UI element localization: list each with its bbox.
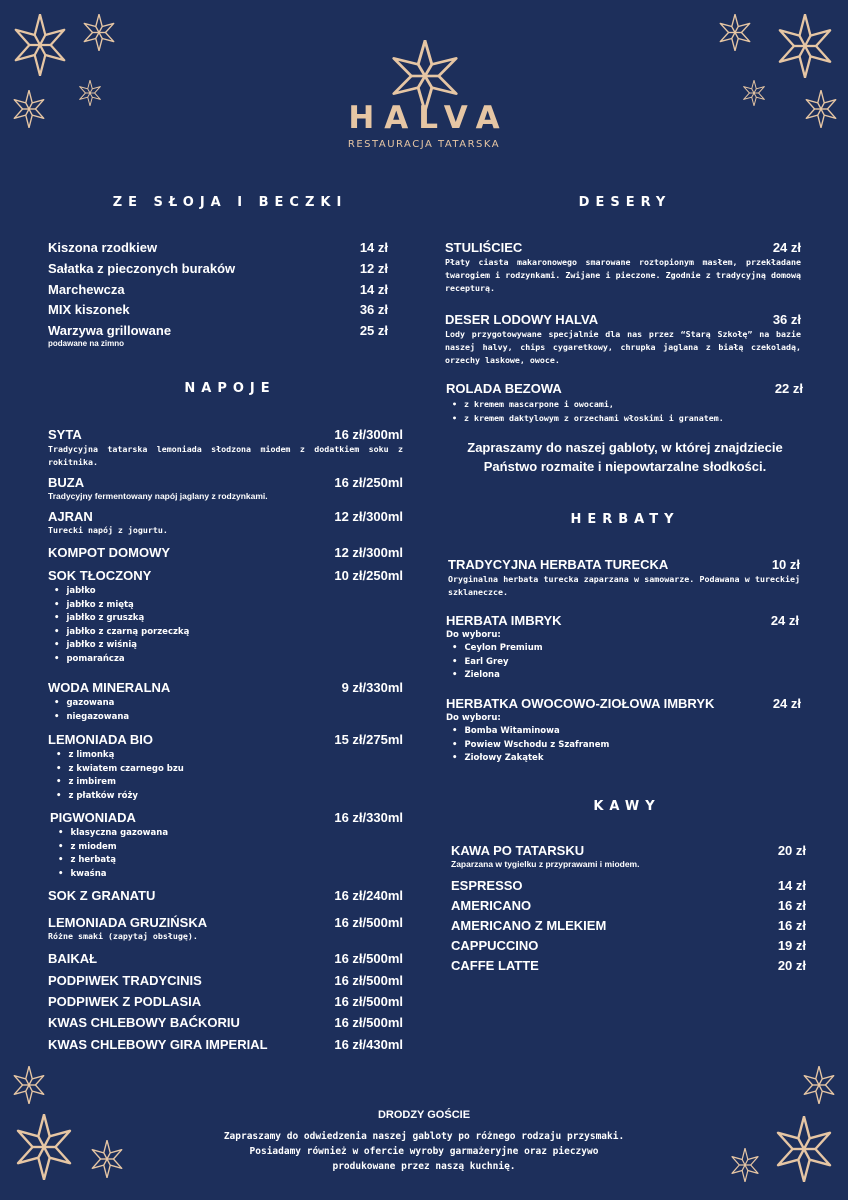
footer-line: produkowane przez naszą kuchnię. <box>332 1161 516 1172</box>
item-price: 36 zł <box>359 302 388 317</box>
item-price: 16 zł/500ml <box>334 994 403 1009</box>
item-price: 14 zł <box>777 878 806 893</box>
footer-title: DRODZY GOŚCIE <box>377 1109 471 1121</box>
star-icon <box>804 90 838 128</box>
item-name: PODPIWEK Z PODLASIA <box>48 994 202 1009</box>
item-price: 16 zł/240ml <box>334 888 403 903</box>
item-price: 36 zł <box>772 312 801 327</box>
menu-item <box>48 994 403 1009</box>
option-item: • z miodem <box>58 841 403 855</box>
item-price: 12 zł/300ml <box>334 545 403 560</box>
item-price: 24 zł <box>772 240 801 255</box>
item-name: HERBATA IMBRYK <box>446 613 562 628</box>
promo-line: Zapraszamy do naszej gabloty, w której znajdziecie <box>467 440 783 455</box>
brand-subtitle: RESTAURACJA TATARSKA <box>347 139 501 150</box>
option-item: • jabłko z czarną porzeczką <box>54 626 403 640</box>
option-item: • z herbatą <box>58 854 403 868</box>
menu-item <box>48 732 403 803</box>
option-list <box>48 585 403 667</box>
item-name: STULIŚCIEC <box>445 240 523 255</box>
menu-item <box>451 843 806 869</box>
item-name: CAFFE LATTE <box>451 958 539 973</box>
menu-item <box>448 557 800 599</box>
item-name: SOK TŁOCZONY <box>48 568 152 583</box>
item-name: KAWA PO TATARSKU <box>451 843 585 858</box>
item-name: SYTA <box>48 427 82 442</box>
star-icon <box>12 14 68 76</box>
menu-item <box>48 680 403 724</box>
menu-item <box>451 918 806 933</box>
item-price: 24 zł <box>772 696 801 711</box>
option-item: • z limonką <box>56 749 403 763</box>
item-price: 16 zł/500ml <box>334 973 403 988</box>
section-title-napoje: NAPOJE <box>184 381 276 396</box>
option-item: • pomarańcza <box>54 653 403 667</box>
option-item: • Bomba Witaminowa <box>452 725 801 739</box>
item-price: 16 zł/300ml <box>334 427 403 442</box>
item-name: TRADYCYJNA HERBATA TURECKA <box>448 557 669 572</box>
item-price: 10 zł/250ml <box>334 568 403 583</box>
option-item: • Powiew Wschodu z Szafranem <box>452 739 801 753</box>
item-name: HERBATKA OWOCOWO-ZIOŁOWA IMBRYK <box>446 696 715 711</box>
menu-item <box>48 509 403 535</box>
options-label: Do wyboru: <box>446 630 501 640</box>
item-price: 16 zł/500ml <box>334 1015 403 1030</box>
option-item: • jabłko z gruszką <box>54 612 403 626</box>
star-icon <box>774 1116 834 1182</box>
item-name: KWAS CHLEBOWY BAĆKORIU <box>48 1015 240 1030</box>
item-price: 15 zł/275ml <box>334 732 403 747</box>
star-icon <box>730 1148 760 1182</box>
footer-line: Zapraszamy do odwiedzenia naszej gabloty po różnego rodzaju przysmaki. <box>223 1131 625 1142</box>
item-price: 20 zł <box>777 843 806 858</box>
option-item: • z imbirem <box>56 776 403 790</box>
item-name: PODPIWEK TRADYCINIS <box>48 973 202 988</box>
item-price: 9 zł/330ml <box>341 680 403 695</box>
item-name: SOK Z GRANATU <box>48 888 156 903</box>
option-item: • jabłko z wiśnią <box>54 639 403 653</box>
star-icon <box>12 1066 46 1104</box>
menu-item <box>48 888 403 903</box>
item-price: 14 zł <box>359 240 388 255</box>
item-name: Marchewcza <box>48 282 125 297</box>
menu-item <box>446 696 801 766</box>
section-title-sloja: ZE SŁOJA I BECZKI <box>112 195 348 210</box>
menu-item <box>48 973 403 988</box>
menu-item <box>451 958 806 973</box>
item-description: Płaty ciasta makaronowego smarowane roztopionym masłem, przekładane twarogiem i rodzynkami. Zwijane i pieczone. Zgodnie z tradycyjną domową recepturą. <box>445 257 801 293</box>
menu-item <box>48 915 403 941</box>
item-name: DESER LODOWY HALVA <box>445 312 599 327</box>
menu-item <box>451 898 806 913</box>
item-name: Sałatka z pieczonych buraków <box>48 261 236 276</box>
menu-item <box>451 938 806 953</box>
item-name: AMERICANO Z MLEKIEM <box>451 918 607 933</box>
item-description: Oryginalna herbata turecka zaparzana w samowarze. Podawana w tureckiej szklaneczce. <box>448 574 800 597</box>
item-description: Tradycyjna tatarska lemoniada słodzona miodem z dodatkiem soku z rokitnika. <box>48 444 403 467</box>
item-description: Tradycyjny fermentowany napój jaglany z rodzynkami. <box>48 491 268 501</box>
item-name: KWAS CHLEBOWY GIRA IMPERIAL <box>48 1037 268 1052</box>
star-icon <box>90 1140 124 1178</box>
menu-item <box>48 261 388 276</box>
section-title-herbaty: HERBATY <box>570 512 680 527</box>
item-name: PIGWONIADA <box>50 810 136 825</box>
item-description: Różne smaki (zapytaj obsługę). <box>48 931 198 941</box>
item-name: WODA MINERALNA <box>48 680 171 695</box>
item-name: Kiszona rzodkiew <box>48 240 158 255</box>
menu-item <box>48 1037 403 1052</box>
menu-item <box>48 475 403 501</box>
menu-item <box>48 568 403 667</box>
item-name: KOMPOT DOMOWY <box>48 545 171 560</box>
item-price: 14 zł <box>359 282 388 297</box>
option-list <box>446 642 801 683</box>
menu-item <box>445 312 801 367</box>
menu-item <box>48 282 388 297</box>
brand-name: HALVA <box>348 100 510 136</box>
menu-item <box>48 427 403 469</box>
item-name: CAPPUCCINO <box>451 938 539 953</box>
item-price: 16 zł/500ml <box>334 951 403 966</box>
menu-item <box>446 613 801 683</box>
desery-promo <box>440 438 810 476</box>
item-name: ROLADA BEZOWA <box>446 381 562 396</box>
item-name: MIX kiszonek <box>48 302 130 317</box>
option-item: • Ziołowy Zakątek <box>452 752 801 766</box>
promo-line: Państwo rozmaite i niepowtarzalne słodkości. <box>483 459 767 474</box>
menu-item <box>48 545 403 560</box>
option-item: • Ceylon Premium <box>452 642 801 656</box>
item-price: 12 zł/300ml <box>334 509 403 524</box>
item-name: ESPRESSO <box>451 878 523 893</box>
item-price: 24 zł <box>770 613 799 628</box>
menu-item <box>48 240 388 255</box>
item-description: Turecki napój z jogurtu. <box>48 525 168 535</box>
star-icon <box>12 90 46 128</box>
star-icon <box>718 14 752 51</box>
menu-item <box>445 240 801 295</box>
option-list <box>50 827 403 881</box>
option-item: • z kremem mascarpone i owocami, <box>452 398 803 412</box>
option-item: • gazowana <box>54 697 403 711</box>
item-price: 22 zł <box>774 381 803 396</box>
item-note: podawane na zimno <box>48 339 125 348</box>
menu-item <box>446 381 803 425</box>
option-list <box>48 749 403 803</box>
star-icon <box>776 14 834 78</box>
section-title-desery: DESERY <box>578 195 672 210</box>
item-name: AJRAN <box>48 509 93 524</box>
star-icon <box>802 1066 836 1104</box>
star-icon <box>14 1114 74 1180</box>
star-icon <box>78 80 102 106</box>
option-item: • z płatków róży <box>56 790 403 804</box>
item-price: 16 zł <box>777 918 806 933</box>
menu-item <box>48 1015 403 1030</box>
menu-item <box>48 951 403 966</box>
item-price: 10 zł <box>771 557 800 572</box>
option-item: • z kremem daktylowym z orzechami włoskimi i granatem. <box>452 412 803 426</box>
item-note: Zaparzana w tygielku z przyprawami i miodem. <box>451 859 640 869</box>
item-price: 16 zł/250ml <box>334 475 403 490</box>
menu-item <box>50 810 403 881</box>
item-price: 16 zł/430ml <box>334 1037 403 1052</box>
menu-item <box>48 302 388 317</box>
item-price: 16 zł/330ml <box>334 810 403 825</box>
item-name: LEMONIADA GRUZIŃSKA <box>48 915 208 930</box>
footer-text <box>204 1129 644 1174</box>
option-item: • Earl Grey <box>452 656 801 670</box>
item-name: BAIKAŁ <box>48 951 98 966</box>
item-price: 20 zł <box>777 958 806 973</box>
footer-line: Posiadamy również w ofercie wyroby garmażeryjne oraz pieczywo <box>249 1146 599 1157</box>
option-item: • jabłko <box>54 585 403 599</box>
star-icon <box>742 80 766 106</box>
menu-item <box>48 323 388 348</box>
option-item: • z kwiatem czarnego bzu <box>56 763 403 777</box>
option-item: • klasyczna gazowana <box>58 827 403 841</box>
section-title-kawy: KAWY <box>593 799 661 814</box>
item-price: 19 zł <box>777 938 806 953</box>
option-list <box>446 725 801 766</box>
item-price: 25 zł <box>359 323 388 338</box>
item-price: 16 zł <box>777 898 806 913</box>
option-item: • niegazowana <box>54 711 403 725</box>
menu-item <box>451 878 806 893</box>
item-name: AMERICANO <box>451 898 532 913</box>
options-label: Do wyboru: <box>446 713 501 723</box>
item-description: Lody przygotowywane specjalnie dla nas przez “Starą Szkołę” na bazie naszej halvy, chips cygaretkowy, chrupka jaglana z białą czekoladą, orzechy laskowe, owoce. <box>445 329 801 365</box>
option-item: • jabłko z miętą <box>54 599 403 613</box>
option-item: • kwaśna <box>58 868 403 882</box>
item-name: Warzywa grillowane <box>48 323 172 338</box>
item-name: BUZA <box>48 475 85 490</box>
item-price: 12 zł <box>359 261 388 276</box>
option-list <box>446 398 803 425</box>
star-icon <box>82 14 116 51</box>
item-name: LEMONIADA BIO <box>48 732 153 747</box>
option-item: • Zielona <box>452 669 801 683</box>
option-list <box>48 697 403 724</box>
item-price: 16 zł/500ml <box>334 915 403 930</box>
